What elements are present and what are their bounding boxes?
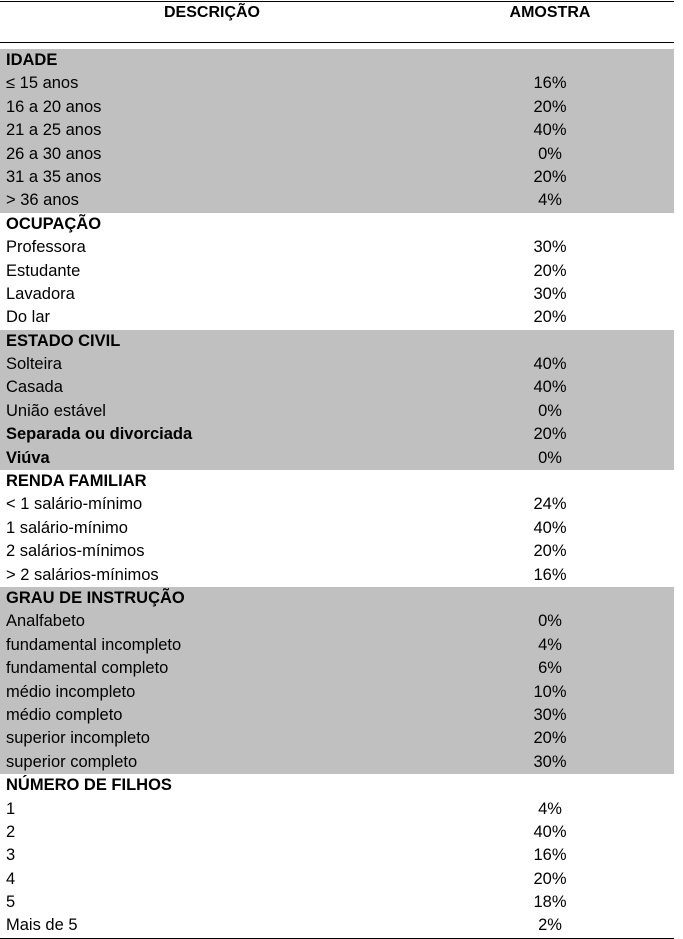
row-value: 0% bbox=[538, 448, 562, 467]
section-3 bbox=[0, 470, 674, 587]
section-0 bbox=[0, 49, 674, 213]
section-title: IDADE bbox=[6, 51, 58, 69]
row-value: 6% bbox=[538, 659, 562, 678]
section-2 bbox=[0, 330, 674, 470]
row-label: 1 salário-mínimo bbox=[6, 518, 128, 537]
row-label: 2 salários-mínimos bbox=[6, 542, 145, 561]
row-label: < 1 salário-mínimo bbox=[6, 495, 143, 514]
row-value: 40% bbox=[533, 822, 567, 841]
row-label: Viúva bbox=[6, 448, 50, 467]
row-value: 30% bbox=[533, 752, 567, 771]
row-label: Do lar bbox=[6, 308, 51, 327]
row-label: Mais de 5 bbox=[6, 916, 78, 935]
row-label: 26 a 30 anos bbox=[6, 144, 102, 163]
table-row bbox=[0, 166, 674, 189]
row-value: 40% bbox=[533, 355, 567, 374]
section-4 bbox=[0, 587, 674, 774]
row-value: 20% bbox=[533, 167, 567, 186]
row-value: 0% bbox=[538, 144, 562, 163]
row-value: 30% bbox=[533, 705, 567, 724]
header-amostra: AMOSTRA bbox=[509, 4, 591, 21]
row-value: 20% bbox=[533, 542, 567, 561]
table-body bbox=[0, 49, 674, 938]
table-header bbox=[0, 2, 674, 43]
section-title-row bbox=[0, 587, 674, 610]
table-row bbox=[0, 72, 674, 95]
row-label: 21 a 25 anos bbox=[6, 121, 102, 140]
section-5 bbox=[0, 774, 674, 938]
row-label: 4 bbox=[6, 869, 16, 888]
table-row bbox=[0, 260, 674, 283]
row-label: Solteira bbox=[6, 355, 62, 374]
table-row bbox=[0, 143, 674, 166]
section-title-row bbox=[0, 213, 674, 236]
table-row bbox=[0, 119, 674, 142]
row-value: 18% bbox=[533, 893, 567, 912]
table-row bbox=[0, 634, 674, 657]
row-value: 0% bbox=[538, 401, 562, 420]
table-row bbox=[0, 423, 674, 446]
row-value: 4% bbox=[538, 799, 562, 818]
row-label: superior completo bbox=[6, 752, 138, 771]
row-label: Estudante bbox=[6, 261, 81, 280]
row-label: médio incompleto bbox=[6, 682, 136, 701]
row-label: fundamental incompleto bbox=[6, 635, 182, 654]
table-row bbox=[0, 681, 674, 704]
table-row bbox=[0, 96, 674, 119]
row-value: 20% bbox=[533, 97, 567, 116]
table-row bbox=[0, 493, 674, 516]
table-row bbox=[0, 400, 674, 423]
table-row bbox=[0, 283, 674, 306]
row-label: médio completo bbox=[6, 705, 123, 724]
row-label: Casada bbox=[6, 378, 63, 397]
table-row bbox=[0, 914, 674, 937]
row-value: 20% bbox=[533, 425, 567, 444]
table-row bbox=[0, 540, 674, 563]
row-label: ≤ 15 anos bbox=[6, 74, 79, 93]
row-label: União estável bbox=[6, 401, 106, 420]
section-title: RENDA FAMILIAR bbox=[6, 472, 147, 491]
section-title-row bbox=[0, 330, 674, 353]
row-value: 40% bbox=[533, 518, 567, 537]
table-row bbox=[0, 447, 674, 470]
row-label: 1 bbox=[6, 799, 16, 818]
table-row bbox=[0, 844, 674, 867]
row-value: 4% bbox=[538, 635, 562, 654]
section-title: NÚMERO DE FILHOS bbox=[6, 776, 172, 795]
section-title-row bbox=[0, 470, 674, 493]
row-label: Lavadora bbox=[6, 284, 75, 303]
row-value: 20% bbox=[533, 261, 567, 280]
row-label: fundamental completo bbox=[6, 659, 169, 678]
row-label: > 2 salários-mínimos bbox=[6, 565, 159, 584]
table-row bbox=[0, 704, 674, 727]
row-label: superior incompleto bbox=[6, 729, 150, 748]
table-row bbox=[0, 376, 674, 399]
table-row bbox=[0, 821, 674, 844]
table-row bbox=[0, 306, 674, 329]
row-value: 20% bbox=[533, 308, 567, 327]
row-value: 2% bbox=[538, 916, 562, 935]
row-value: 16% bbox=[533, 565, 567, 584]
table-row bbox=[0, 798, 674, 821]
row-label: Separada ou divorciada bbox=[6, 425, 193, 444]
row-label: 5 bbox=[6, 893, 16, 912]
table-row bbox=[0, 727, 674, 750]
row-label: 2 bbox=[6, 822, 16, 841]
row-label: > 36 anos bbox=[6, 191, 79, 210]
section-title: ESTADO CIVIL bbox=[6, 331, 121, 350]
section-title: GRAU DE INSTRUÇÃO bbox=[6, 588, 185, 607]
row-value: 20% bbox=[533, 869, 567, 888]
row-value: 10% bbox=[533, 682, 567, 701]
row-value: 30% bbox=[533, 284, 567, 303]
row-value: 16% bbox=[533, 846, 567, 865]
row-label: 3 bbox=[6, 846, 16, 865]
table-row bbox=[0, 657, 674, 680]
row-label: 16 a 20 anos bbox=[6, 97, 102, 116]
table-row bbox=[0, 891, 674, 914]
table-row bbox=[0, 868, 674, 891]
table-row bbox=[0, 564, 674, 587]
table-row bbox=[0, 353, 674, 376]
row-value: 40% bbox=[533, 378, 567, 397]
row-value: 20% bbox=[533, 729, 567, 748]
section-1 bbox=[0, 213, 674, 330]
row-value: 0% bbox=[538, 612, 562, 631]
section-title-row bbox=[0, 774, 674, 797]
row-value: 16% bbox=[533, 74, 567, 93]
row-value: 4% bbox=[538, 191, 562, 210]
row-label: Analfabeto bbox=[6, 612, 85, 631]
table-row bbox=[0, 751, 674, 774]
row-value: 24% bbox=[533, 495, 567, 514]
header-descricao: DESCRIÇÃO bbox=[163, 4, 260, 21]
section-title-row bbox=[0, 49, 674, 72]
section-title: OCUPAÇÃO bbox=[6, 214, 102, 233]
table-row bbox=[0, 610, 674, 633]
row-value: 30% bbox=[533, 238, 567, 257]
table-row bbox=[0, 189, 674, 212]
table-row bbox=[0, 236, 674, 259]
row-value: 40% bbox=[533, 121, 567, 140]
row-label: 31 a 35 anos bbox=[6, 167, 102, 186]
table-row bbox=[0, 517, 674, 540]
row-label: Professora bbox=[6, 238, 86, 257]
